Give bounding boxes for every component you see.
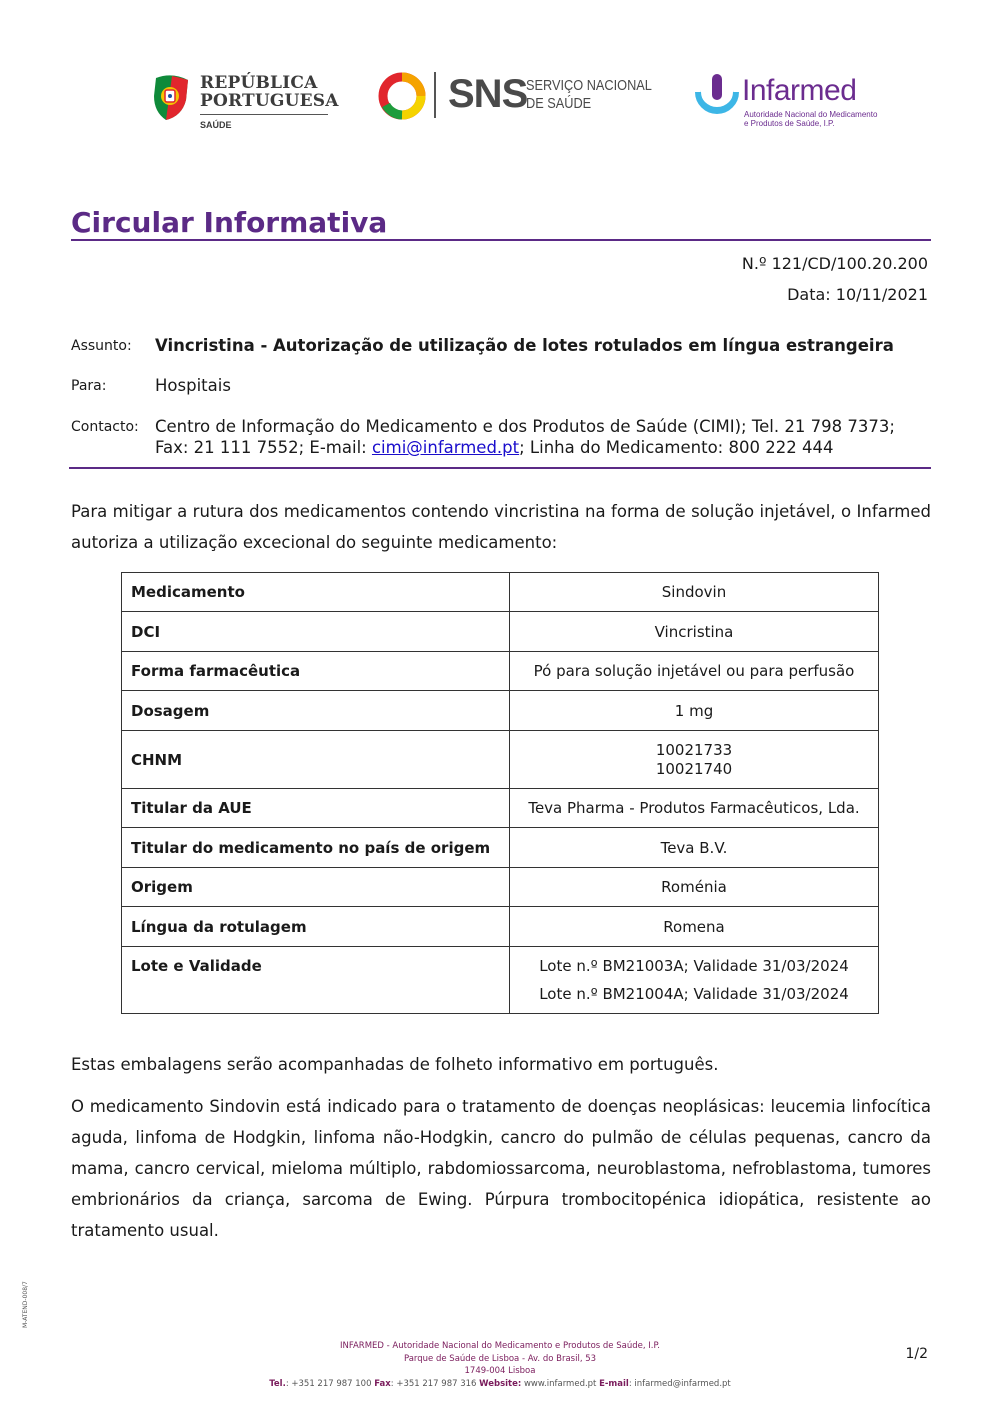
footer-email-label: E-mail: [599, 1378, 629, 1389]
portuguesa-text: PORTUGUESA: [200, 91, 339, 111]
table-value: Pó para solução injetável ou para perfusão: [510, 652, 879, 691]
intro-paragraph: Para mitigar a rutura dos medicamentos contendo vincristina na forma de solução injetável, o Infarmed autoriza a utilização excecional do seguinte medicamento:: [71, 502, 931, 552]
infarmed-name: Infarmed: [742, 74, 857, 107]
chnm-code: 10021740: [655, 759, 733, 778]
chnm-code: 10021733: [655, 740, 733, 759]
table-row: [122, 828, 879, 868]
portugal-emblem-icon: [152, 74, 192, 122]
table-key: Forma farmacêutica: [122, 652, 510, 691]
contact-line2: [155, 437, 833, 458]
contact-rest: ; Linha do Medicamento: 800 222 444: [519, 438, 834, 457]
saude-text: SAÚDE: [200, 120, 232, 130]
republica-portuguesa-logo: [152, 72, 339, 134]
republica-text: REPÚBLICA: [200, 73, 318, 93]
infarmed-sub1: Autoridade Nacional do Medicamento: [744, 110, 878, 119]
infarmed-mark-icon: [694, 72, 740, 118]
sns-text: SNS: [448, 72, 528, 116]
leaflet-paragraph: Estas embalagens serão acompanhadas de folheto informativo em português.: [71, 1055, 719, 1074]
date-label: Data:: [787, 285, 831, 304]
lot-entry: Lote n.º BM21003A; Validade 31/03/2024: [539, 957, 849, 975]
footer-email[interactable]: : infarmed@infarmed.pt: [628, 1378, 731, 1389]
table-value: 1 mg: [510, 691, 879, 731]
table-key: Titular da AUE: [122, 789, 510, 828]
table-key: Língua da rotulagem: [122, 907, 510, 947]
footer-web-label: Website:: [479, 1378, 522, 1389]
sns-logo: [378, 70, 652, 122]
table-key: Titular do medicamento no país de origem: [122, 828, 510, 868]
indications-paragraph: O medicamento Sindovin está indicado para o tratamento de doenças neoplásicas: leucemia linfocítica aguda, linfoma de Hodgkin, linfoma não-Hodgkin, cancro do pulmão de células pequenas, cancro da mama, cancro cervical, mieloma múltiplo, rabdomiossarcoma, neuroblastoma, nefroblastoma, tumores embrionários da criança, sarcoma de Ewing. Púrpura trombocitopénica idiopática, resistente ao tratamento usual.: [71, 1097, 931, 1240]
contact-email-link[interactable]: cimi@infarmed.pt: [371, 438, 520, 457]
footer-contacts: [200, 1378, 800, 1391]
table-key: Origem: [122, 868, 510, 907]
table-key: CHNM: [122, 731, 510, 789]
to-value: Hospitais: [155, 376, 231, 395]
table-key: Medicamento: [122, 573, 510, 612]
table-value: Teva B.V.: [510, 828, 879, 868]
footer-fax: : +351 217 987 316: [390, 1378, 480, 1389]
table-key: Lote e Validade: [122, 947, 510, 1014]
table-value: [510, 731, 879, 789]
footer-tel: : +351 217 987 100: [285, 1378, 375, 1389]
table-key: Dosagem: [122, 691, 510, 731]
footer-tel-label: Tel.: [269, 1378, 286, 1389]
sns-divider: [434, 72, 436, 118]
table-row: [122, 652, 879, 691]
to-label: Para:: [71, 378, 107, 394]
table-key: DCI: [122, 612, 510, 652]
contact-line1: Centro de Informação do Medicamento e dos Produtos de Saúde (CIMI); Tel. 21 798 7373;: [155, 417, 895, 436]
footer-line3: 1749-004 Lisboa: [464, 1366, 536, 1376]
header-rule: [69, 467, 931, 469]
date-value: 10/11/2021: [835, 285, 928, 304]
circular-date: [787, 284, 928, 306]
table-row: [122, 573, 879, 612]
footer-fax-label: Fax: [374, 1378, 391, 1389]
subject-value: Vincristina - Autorização de utilização de lotes rotulados em língua estrangeira: [155, 336, 894, 355]
subject-label: Assunto:: [71, 338, 132, 354]
circular-number: N.º 121/CD/100.20.200: [741, 254, 928, 273]
infarmed-logo: [694, 72, 878, 132]
form-code: M-ATEND-008/7: [22, 1281, 29, 1328]
contact-fax: Fax: 21 111 7552; E-mail:: [155, 438, 372, 457]
logo-divider: [200, 114, 328, 115]
table-value: [510, 947, 879, 1014]
table-row: [122, 731, 879, 789]
table-value: Sindovin: [510, 573, 879, 612]
infarmed-sub2: e Produtos de Saúde, I.P.: [744, 119, 835, 128]
sns-line1: SERVIÇO NACIONAL: [526, 77, 652, 94]
sns-ring-icon: [378, 72, 426, 120]
table-value: Romena: [510, 907, 879, 947]
document-title: Circular Informativa: [71, 206, 388, 239]
title-rule: [71, 239, 931, 241]
table-value: Roménia: [510, 868, 879, 907]
lot-entry: Lote n.º BM21004A; Validade 31/03/2024: [539, 985, 849, 1003]
page-number: 1/2: [905, 1346, 928, 1362]
table-value: Teva Pharma - Produtos Farmacêuticos, Lda.: [510, 789, 879, 828]
table-row: [122, 789, 879, 828]
sns-line2: DE SAÚDE: [526, 95, 592, 112]
table-row: [122, 868, 879, 907]
table-row: [122, 612, 879, 652]
table-value: Vincristina: [510, 612, 879, 652]
table-row: [122, 907, 879, 947]
footer-web[interactable]: www.infarmed.pt: [521, 1378, 600, 1389]
table-row: [122, 947, 879, 1014]
footer-line2: Parque de Saúde de Lisboa - Av. do Brasil, 53: [403, 1353, 597, 1364]
table-row: [122, 691, 879, 731]
medicine-table: [121, 572, 879, 1014]
footer-line1: INFARMED - Autoridade Nacional do Medicamento e Produtos de Saúde, I.P.: [340, 1341, 660, 1351]
contact-label: Contacto:: [71, 419, 139, 435]
footer: [200, 1340, 800, 1390]
